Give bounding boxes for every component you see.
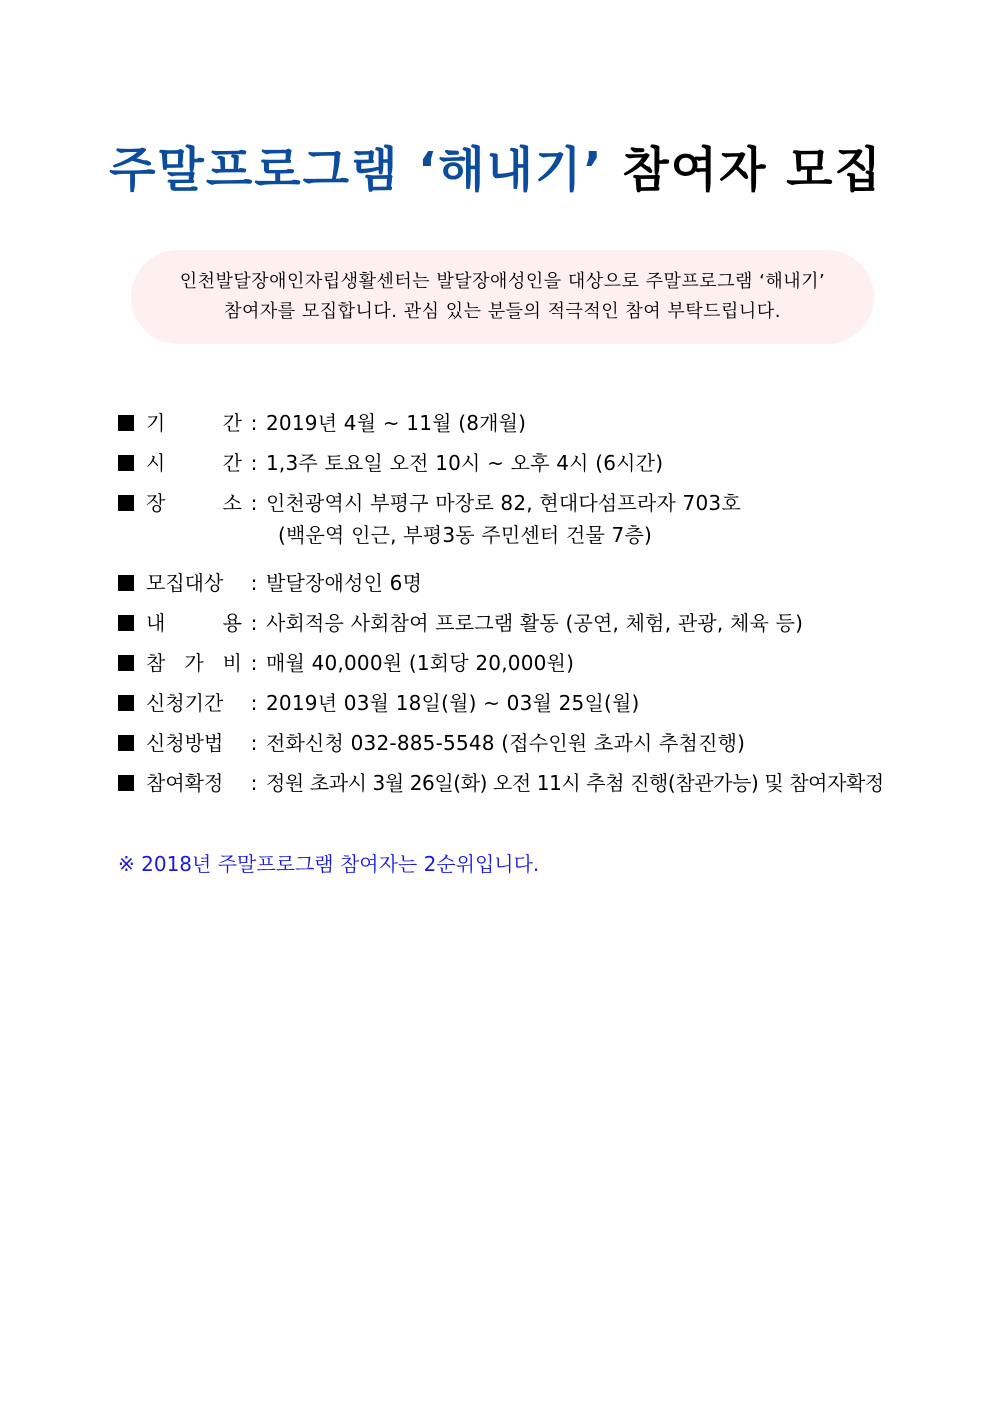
info-row-fee	[118, 647, 888, 687]
info-label: 장 소	[146, 491, 242, 515]
info-row-apply-method	[118, 727, 888, 767]
label-colon: :	[250, 411, 258, 435]
label-colon: :	[250, 491, 258, 515]
intro-box	[131, 250, 874, 344]
info-value-group	[266, 487, 741, 551]
square-bullet-icon	[118, 775, 134, 791]
label-colon: :	[250, 771, 258, 795]
square-bullet-icon	[118, 735, 134, 751]
info-row-content	[118, 607, 888, 647]
label-colon: :	[250, 731, 258, 755]
info-label: 참 가 비	[146, 651, 242, 675]
info-value: 전화신청 032-885-5548 (접수인원 초과시 추첨진행)	[266, 731, 746, 755]
info-label: 내 용	[146, 611, 242, 635]
info-value: 2019년 4월 ~ 11월 (8개월)	[266, 411, 527, 435]
info-row-target	[118, 567, 888, 607]
info-value: 2019년 03월 18일(월) ~ 03월 25일(월)	[266, 691, 640, 715]
label-colon: :	[250, 651, 258, 675]
info-value: 매월 40,000원 (1회당 20,000원)	[266, 651, 575, 675]
info-value: 인천광역시 부평구 마장로 82, 현대다섬프라자 703호	[266, 491, 741, 515]
info-label: 기 간	[146, 411, 242, 435]
title-recruit: 참여자 모집	[622, 142, 883, 198]
label-colon: :	[250, 451, 258, 475]
label-colon: :	[250, 571, 258, 595]
square-bullet-icon	[118, 415, 134, 431]
info-value: 정원 초과시 3월 26일(화) 오전 11시 추첨 진행(참관가능) 및 참여자확정	[266, 771, 884, 795]
square-bullet-icon	[118, 495, 134, 511]
page-title	[0, 138, 992, 202]
label-colon: :	[250, 611, 258, 635]
info-label: 참여확정	[146, 771, 224, 795]
info-label: 신청방법	[146, 731, 224, 755]
info-value: 1,3주 토요일 오전 10시 ~ 오후 4시 (6시간)	[266, 451, 664, 475]
square-bullet-icon	[118, 695, 134, 711]
square-bullet-icon	[118, 455, 134, 471]
info-label: 신청기간	[146, 691, 224, 715]
intro-line-1: 인천발달장애인자립생활센터는 발달장애성인을 대상으로 주말프로그램 ‘해내기’	[179, 271, 826, 292]
info-list	[118, 407, 888, 807]
info-label: 모집대상	[146, 571, 224, 595]
square-bullet-icon	[118, 615, 134, 631]
priority-note: ※ 2018년 주말프로그램 참여자는 2순위입니다.	[118, 852, 540, 876]
info-value: 사회적응 사회참여 프로그램 활동 (공연, 체험, 관광, 체육 등)	[266, 611, 804, 635]
info-row-apply-period	[118, 687, 888, 727]
info-value: 발달장애성인 6명	[266, 571, 423, 595]
square-bullet-icon	[118, 655, 134, 671]
info-value-detail: (백운역 인근, 부평3동 주민센터 건물 7층)	[278, 523, 652, 547]
info-row-time	[118, 447, 888, 487]
info-row-location	[118, 487, 888, 567]
info-row-period	[118, 407, 888, 447]
intro-line-2: 참여자를 모집합니다. 관심 있는 분들의 적극적인 참여 부탁드립니다.	[224, 301, 781, 322]
info-label: 시 간	[146, 451, 242, 475]
info-row-confirmation	[118, 767, 888, 807]
square-bullet-icon	[118, 575, 134, 591]
title-program-name: 주말프로그램 ‘해내기’	[109, 142, 604, 198]
label-colon: :	[250, 691, 258, 715]
